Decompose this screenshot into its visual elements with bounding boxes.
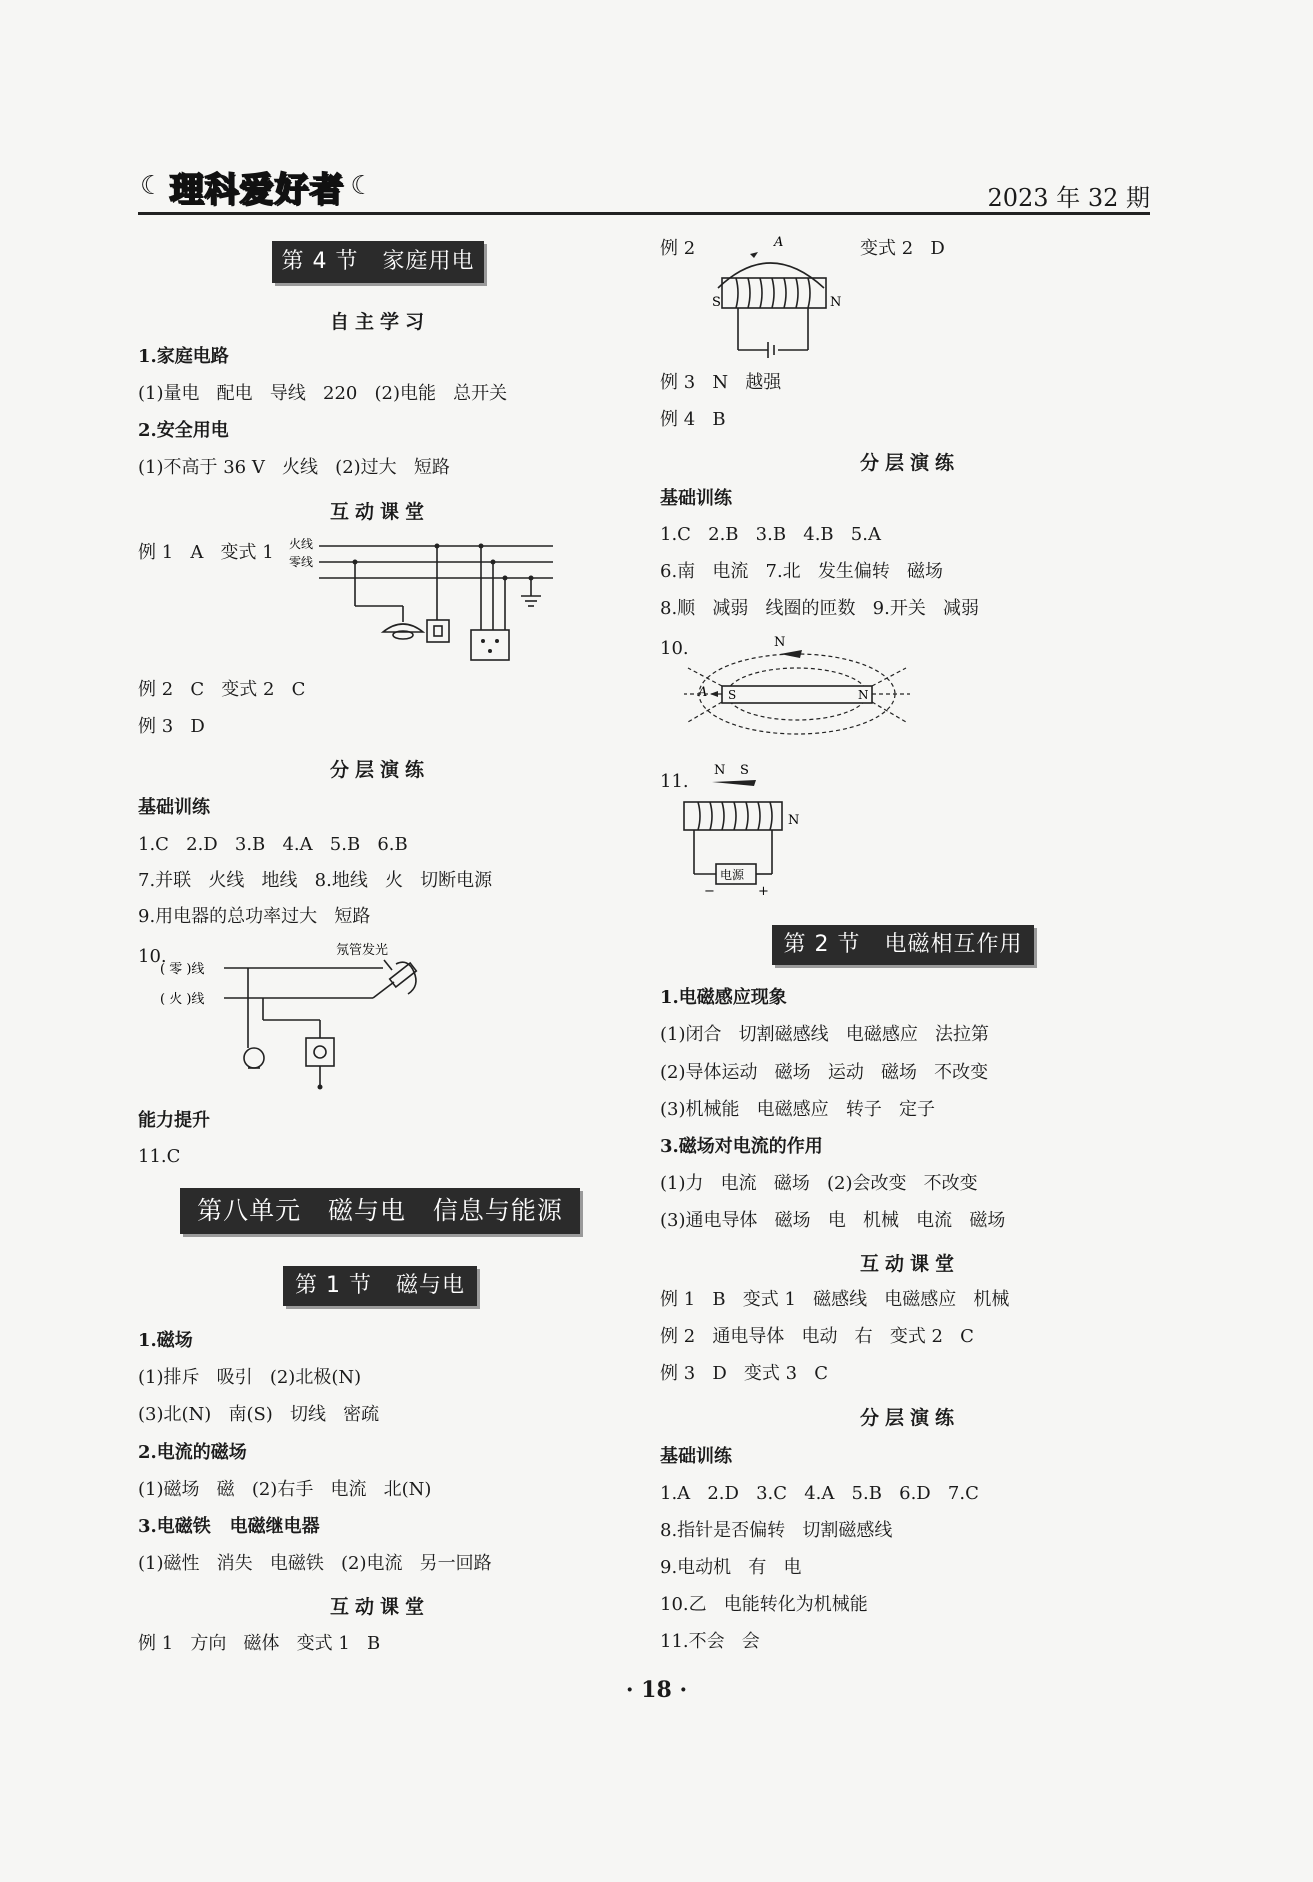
needle-n-label: N [714, 763, 726, 778]
s2-answer-10: 10.乙 电能转化为机械能 [660, 1594, 868, 1615]
plus-label: + [758, 884, 769, 899]
s2-q1-answer-b: (2)导体运动 磁场 运动 磁场 不改变 [660, 1062, 989, 1083]
s1-q1-title: 1.磁场 [138, 1330, 193, 1351]
s2-layered-heading: 分层演练 [860, 1407, 961, 1429]
r-variant-2: 变式 2 D [860, 238, 945, 259]
label-s: S [712, 295, 721, 310]
s2-basic-heading: 基础训练 [660, 1446, 732, 1467]
s4-answer-10-label: 10. [138, 946, 167, 967]
r-answers-1-5: 1.C 2.B 3.B 4.B 5.A [660, 524, 881, 545]
live-wire-label: 火线 [289, 537, 314, 551]
s1-q3-answer: (1)磁性 消失 电磁铁 (2)电流 另一回路 [138, 1553, 492, 1574]
s1-example-1: 例 1 方向 磁体 变式 1 B [138, 1633, 381, 1654]
s2-q3-answer-a: (1)力 电流 磁场 (2)会改变 不改变 [660, 1173, 978, 1194]
s4-example-2: 例 2 C 变式 2 C [138, 679, 306, 700]
bar-magnet-field-figure [682, 632, 912, 742]
compass-n-label: N [774, 635, 786, 650]
issue-label: 2023 年 32 期 [987, 184, 1150, 212]
needle-s-label: S [740, 763, 749, 778]
s2-example-2: 例 2 通电导体 电动 右 变式 2 C [660, 1326, 974, 1347]
s4-interactive-heading: 互动课堂 [330, 501, 431, 523]
s2-answer-11: 11.不会 会 [660, 1631, 760, 1652]
r-layered-heading: 分层演练 [860, 452, 961, 474]
s1-interactive-heading: 互动课堂 [330, 1596, 431, 1618]
s2-example-1: 例 1 B 变式 1 磁感线 电磁感应 机械 [660, 1289, 1010, 1310]
live-line-label: ( 火 )线 [160, 992, 205, 1007]
s2-q1-title: 1.电磁感应现象 [660, 987, 787, 1008]
s4-q2-title: 2.安全用电 [138, 420, 229, 441]
r-example-4: 例 4 B [660, 409, 726, 430]
s4-ability-heading: 能力提升 [138, 1110, 210, 1131]
brand-logo [140, 164, 374, 208]
s4-answers-1-6: 1.C 2.D 3.B 4.A 5.B 6.B [138, 834, 408, 855]
s2-answer-8: 8.指针是否偏转 切割磁感线 [660, 1520, 893, 1541]
s4-example-3: 例 3 D [138, 716, 205, 737]
r-example-3: 例 3 N 越强 [660, 372, 782, 393]
s1-q2-answer: (1)磁场 磁 (2)右手 电流 北(N) [138, 1479, 432, 1500]
point-a-label: A [698, 685, 708, 700]
solenoid-figure [700, 232, 850, 362]
coil-n-label: N [788, 813, 800, 828]
page-number: · 18 · [625, 1677, 688, 1703]
s4-answer-9: 9.用电器的总功率过大 短路 [138, 906, 371, 927]
household-circuit-figure [285, 534, 565, 664]
s4-answers-7-8: 7.并联 火线 地线 8.地线 火 切断电源 [138, 870, 493, 891]
s4-basic-heading: 基础训练 [138, 797, 210, 818]
s1-q3-title: 3.电磁铁 电磁继电器 [138, 1516, 320, 1537]
s4-q2-answer: (1)不高于 36 V 火线 (2)过大 短路 [138, 457, 450, 478]
r-answers-8-9: 8.顺 减弱 线圈的匝数 9.开关 减弱 [660, 598, 980, 619]
s1-q1-answer-a: (1)排斥 吸引 (2)北极(N) [138, 1367, 362, 1388]
s2-q3-answer-b: (3)通电导体 磁场 电 机械 电流 磁场 [660, 1210, 1006, 1231]
label-a: A [774, 235, 784, 250]
s2-interactive-heading: 互动课堂 [860, 1253, 961, 1275]
section-1-banner: 第 1 节 磁与电 [283, 1266, 477, 1306]
s2-example-3: 例 3 D 变式 3 C [660, 1363, 829, 1384]
s4-example-1: 例 1 A 变式 1 [138, 542, 274, 563]
s2-answers-1-7: 1.A 2.D 3.C 4.A 5.B 6.D 7.C [660, 1483, 979, 1504]
r-answer-11-label: 11. [660, 771, 689, 792]
s2-q3-title: 3.磁场对电流的作用 [660, 1136, 823, 1157]
section-2-banner: 第 2 节 电磁相互作用 [772, 925, 1034, 965]
s4-answer-11: 11.C [138, 1146, 181, 1167]
r-answer-10-label: 10. [660, 638, 689, 659]
s2-q1-answer-a: (1)闭合 切割磁感线 电磁感应 法拉第 [660, 1024, 989, 1045]
minus-label: − [704, 884, 715, 899]
r-answers-6-7: 6.南 电流 7.北 发生偏转 磁场 [660, 561, 944, 582]
s2-answer-9: 9.电动机 有 电 [660, 1557, 802, 1578]
s1-q2-title: 2.电流的磁场 [138, 1442, 247, 1463]
r-example-2: 例 2 [660, 238, 696, 259]
s4-q1-title: 1.家庭电路 [138, 346, 229, 367]
s4-q1-answer: (1)量电 配电 导线 220 (2)电能 总开关 [138, 383, 508, 404]
neutral-line-label: ( 零 )线 [160, 962, 205, 977]
s2-q1-answer-c: (3)机械能 电磁感应 转子 定子 [660, 1099, 935, 1120]
label-n: N [830, 295, 842, 310]
solenoid-power-figure [678, 760, 818, 900]
crescent-left-icon: ☾ [140, 171, 164, 201]
r-basic-heading: 基础训练 [660, 488, 732, 509]
neutral-wire-label: 零线 [289, 555, 314, 569]
neon-glow-label: 氖管发光 [336, 943, 389, 958]
crescent-right-icon: ☾ [350, 171, 374, 201]
s4-layered-heading: 分层演练 [330, 759, 431, 781]
s1-q1-answer-b: (3)北(N) 南(S) 切线 密疏 [138, 1404, 380, 1425]
magnet-n-label: N [858, 688, 869, 702]
unit-8-banner: 第八单元 磁与电 信息与能源 [180, 1188, 580, 1234]
section-4-banner: 第 4 节 家庭用电 [272, 241, 484, 283]
magnet-s-label: S [728, 688, 737, 702]
test-pen-circuit-figure [158, 940, 428, 1095]
s4-self-study-heading: 自主学习 [330, 311, 431, 333]
brand-name: 理科爱好者 [169, 169, 345, 210]
power-label: 电源 [720, 868, 745, 882]
header-rule [138, 212, 1150, 215]
